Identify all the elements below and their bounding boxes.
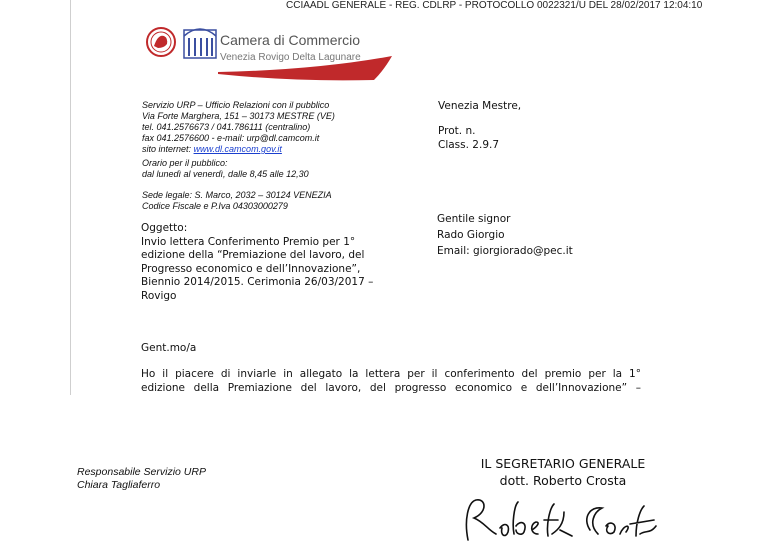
secretary-block [448, 455, 678, 489]
signature-icon [460, 490, 660, 550]
subject-line: Biennio 2014/2015. Cerimonia 26/03/2017 – [141, 276, 374, 288]
subject-line: Rovigo [141, 289, 177, 302]
hours-line: dal lunedì al venerdì, dalle 8,45 alle 12,30 [142, 169, 309, 179]
responsible-line: Responsabile Servizio URP [77, 466, 206, 478]
website-line [142, 144, 335, 155]
office-hours [142, 158, 309, 180]
website-link[interactable]: www.dl.camcom.gov.it [193, 144, 282, 154]
website-label: sito internet: [142, 144, 192, 154]
place: Venezia Mestre, [438, 100, 522, 112]
hours-line: Orario per il pubblico: [142, 158, 228, 168]
protocol-header: CCIAADL GENERALE - REG. CDLRP - PROTOCOLLO 0022321/U DEL 28/02/2017 12:04:10 [286, 0, 703, 11]
classification: Class. 2.9.7 [438, 139, 500, 151]
recipient-line: Gentile signor [437, 213, 511, 225]
subject-line: Progresso economico e dell’Innovazione”, [141, 262, 361, 275]
subject-line: edizione della “Premiazione del lavoro, del [141, 249, 365, 261]
office-info [142, 100, 335, 155]
recipient-block [437, 211, 573, 259]
legal-line: Sede legale: S. Marco, 2032 – 30124 VENEZIA [142, 190, 332, 200]
logo-line2: Venezia Rovigo Delta Lagunare [220, 52, 361, 63]
responsible-block [77, 466, 206, 492]
margin-line [70, 0, 71, 395]
office-line: fax 041.2576600 - e-mail: urp@dl.camcom.it [142, 133, 320, 143]
legal-info [142, 190, 332, 212]
recipient-line: Rado Giorgio [437, 229, 505, 241]
office-line: tel. 041.2576673 / 041.786111 (centralino) [142, 122, 311, 132]
chamber-logo [146, 22, 396, 92]
recipient-line: Email: giorgiorado@pec.it [437, 245, 573, 257]
responsible-line: Chiara Tagliaferro [77, 479, 161, 491]
subject-label: Oggetto: [141, 222, 188, 234]
salutation: Gent.mo/a [141, 342, 197, 354]
legal-line: Codice Fiscale e P.Iva 04303000279 [142, 201, 288, 211]
body-line: edizione della Premiazione del lavoro, del progresso economico e dell’Innovazione” – [141, 382, 641, 394]
subject-line: Invio lettera Conferimento Premio per 1° [141, 235, 356, 248]
office-line: Servizio URP – Ufficio Relazioni con il pubblico [142, 100, 330, 110]
office-line: Via Forte Marghera, 151 – 30173 MESTRE (VE) [142, 111, 335, 121]
body-line: Ho il piacere di inviarle in allegato la lettera per il conferimento del premio per la 1° [141, 368, 641, 380]
logo-line1: Camera di Commercio [220, 32, 361, 48]
subject-block [141, 222, 373, 303]
body-text [141, 367, 641, 395]
secretary-name: dott. Roberto Crosta [499, 473, 627, 488]
secretary-title: IL SEGRETARIO GENERALE [480, 456, 646, 471]
protocol-number: Prot. n. [438, 125, 476, 137]
